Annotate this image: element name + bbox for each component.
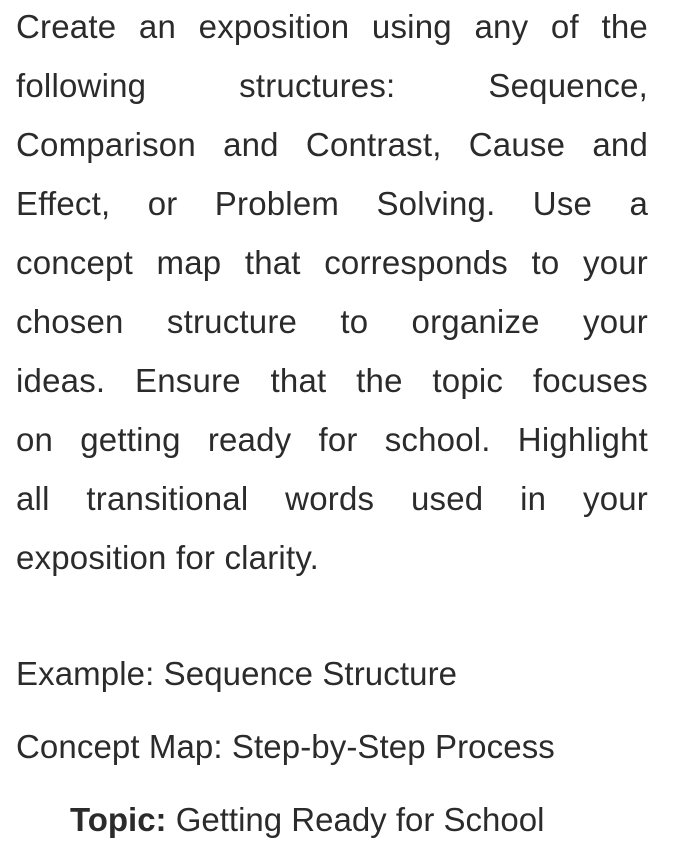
- paragraph-line: on getting ready for school. Highlight: [16, 421, 648, 458]
- example-topic: [70, 801, 544, 839]
- instructions-paragraph: [16, 0, 648, 587]
- paragraph-line: Effect, or Problem Solving. Use a: [16, 185, 648, 222]
- paragraph-line: Create an exposition using any of the: [16, 8, 648, 45]
- paragraph-line: exposition for clarity.: [16, 539, 319, 576]
- paragraph-line: all transitional words used in your: [16, 480, 648, 517]
- example-concept-map: Concept Map: Step-by-Step Process: [16, 728, 555, 765]
- paragraph-line: following structures: Sequence,: [16, 67, 648, 104]
- paragraph-line: Comparison and Contrast, Cause and: [16, 126, 648, 163]
- paragraph-line: concept map that corresponds to your: [16, 244, 648, 281]
- paragraph-line: ideas. Ensure that the topic focuses: [16, 362, 648, 399]
- paragraph-line: chosen structure to organize your: [16, 303, 648, 340]
- example-structure: Example: Sequence Structure: [16, 655, 458, 692]
- topic-value: Getting Ready for School: [166, 801, 545, 838]
- topic-label: Topic:: [70, 801, 167, 838]
